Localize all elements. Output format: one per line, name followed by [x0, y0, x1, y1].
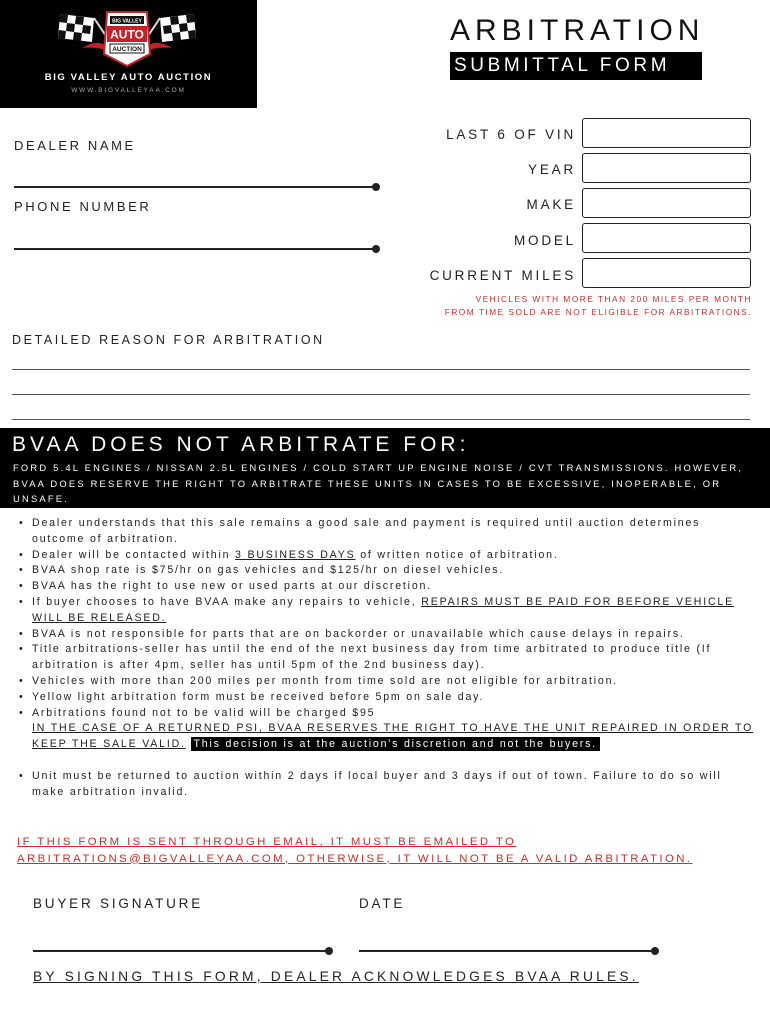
exclusions-text: FORD 5.4L ENGINES / NISSAN 2.5L ENGINES / COLD START UP ENGINE NOISE / CVT TRANSMISSIONS. HOWEVER, BVAA DOES RESERVE THE RIGHT TO ARBITRATE THESE UNITS IN CASES TO BE EXCESSIVE, INOPERABLE, OR UNSAFE. — [13, 462, 744, 504]
reason-line-3[interactable] — [12, 419, 750, 420]
buyer-signature-field[interactable] — [33, 950, 329, 952]
acknowledgement-footer: BY SIGNING THIS FORM, DEALER ACKNOWLEDGES BVAA RULES. — [33, 969, 639, 984]
rule-text: Dealer will be contacted within — [32, 548, 236, 561]
rule-text: BVAA is not responsible for parts that are on backorder or unavailable which cause delays in repairs. — [32, 627, 685, 640]
badge-top-text: BIG VALLEY — [112, 18, 142, 25]
rule-item — [18, 563, 758, 579]
model-label: MODEL — [513, 233, 576, 248]
rule-text: of written notice of arbitration. — [355, 548, 559, 561]
rule-highlight: This decision is at the auction's discretion and not the buyers. — [191, 737, 600, 751]
email-note-line-2: ARBITRATIONS@BIGVALLEYAA.COM, OTHERWISE, IT WILL NOT BE A VALID ARBITRATION. — [17, 852, 693, 865]
current-miles-label: CURRENT MILES — [429, 268, 576, 283]
rule-emphasis: IN THE CASE OF A RETURNED PSI, BVAA RESERVES THE RIGHT TO HAVE THE UNIT REPAIRED IN ORDER TO KEEP THE SALE VALID. — [32, 722, 754, 751]
make-label: MAKE — [526, 197, 576, 212]
phone-number-label: PHONE NUMBER — [14, 199, 152, 214]
exclusions-title: BVAA DOES NOT ARBITRATE FOR: — [12, 433, 470, 456]
date-label: DATE — [359, 896, 406, 911]
year-field[interactable] — [582, 153, 751, 183]
rule-item — [18, 548, 758, 564]
rule-text: Arbitrations found not to be valid will be charged $95 — [32, 706, 376, 719]
mileage-note-line-2: FROM TIME SOLD ARE NOT ELIGIBLE FOR ARBITRATIONS. — [444, 307, 752, 317]
rule-text: Vehicles with more than 200 miles per month from time sold are not eligible for arbitration. — [32, 674, 619, 687]
logo-block — [0, 0, 257, 108]
rule-text: Unit must be returned to auction within 2 days if local buyer and 3 days if out of town. Failure to do so will make arbitration invalid. — [32, 769, 722, 798]
rule-item — [18, 627, 758, 643]
exclusions-banner — [0, 428, 770, 508]
rule-item — [18, 674, 758, 690]
email-note-line-1: IF THIS FORM IS SENT THROUGH EMAIL, IT MUST BE EMAILED TO — [17, 836, 517, 848]
rule-text: Dealer understands that this sale remains a good sale and payment is required until auction determines outcome of arbitration. — [32, 517, 701, 545]
rule-item — [18, 706, 758, 753]
vin-field[interactable] — [582, 118, 751, 148]
dealer-name-label: DEALER NAME — [14, 138, 136, 153]
reason-label: DETAILED REASON FOR ARBITRATION — [12, 333, 325, 347]
email-note — [17, 834, 692, 867]
rule-item — [18, 642, 758, 674]
rule-item — [18, 595, 758, 627]
badge-bottom-text: AUCTION — [112, 46, 142, 53]
rule-text: BVAA has the right to use new or used parts at our discretion. — [32, 580, 432, 593]
date-field[interactable] — [359, 950, 655, 952]
buyer-signature-label: BUYER SIGNATURE — [33, 896, 204, 911]
year-label: YEAR — [528, 162, 576, 177]
dealer-name-field[interactable] — [14, 186, 376, 188]
make-field[interactable] — [582, 188, 751, 218]
rules-list — [18, 516, 758, 801]
badge-main-text: AUTO — [110, 27, 144, 42]
current-miles-field[interactable] — [582, 258, 751, 288]
company-name: BIG VALLEY AUTO AUCTION — [44, 72, 213, 83]
rule-item — [18, 769, 758, 801]
rule-text: Title arbitrations-seller has until the end of the next business day from time arbitrated to produce title (If arbitration is after 4pm, seller has until 5pm of the 2nd business day). — [32, 643, 712, 672]
auction-logo-emblem — [52, 8, 202, 70]
model-field[interactable] — [582, 223, 751, 253]
form-subtitle: SUBMITTAL FORM — [450, 52, 702, 80]
vin-label: LAST 6 OF VIN — [446, 127, 576, 142]
reason-line-2[interactable] — [12, 394, 750, 395]
reason-line-1[interactable] — [12, 369, 750, 370]
rule-emphasis: REPAIRS MUST BE PAID FOR BEFORE VEHICLE WILL BE RELEASED. — [32, 595, 734, 624]
rule-emphasis: 3 BUSINESS DAYS — [235, 548, 356, 561]
rule-item — [18, 690, 758, 706]
rule-item — [18, 579, 758, 595]
rule-text: BVAA shop rate is $75/hr on gas vehicles and $125/hr on diesel vehicles. — [32, 564, 505, 577]
rule-text: If buyer chooses to have BVAA make any repairs to vehicle, — [32, 595, 422, 608]
phone-number-field[interactable] — [14, 248, 376, 250]
rule-item — [18, 516, 758, 548]
rule-text: Yellow light arbitration form must be received before 5pm on sale day. — [32, 690, 485, 703]
form-title: ARBITRATION — [450, 14, 705, 47]
mileage-note-line-1: VEHICLES WITH MORE THAN 200 MILES PER MONTH — [475, 294, 752, 304]
company-url: WWW.BIGVALLEYAA.COM — [71, 87, 186, 94]
